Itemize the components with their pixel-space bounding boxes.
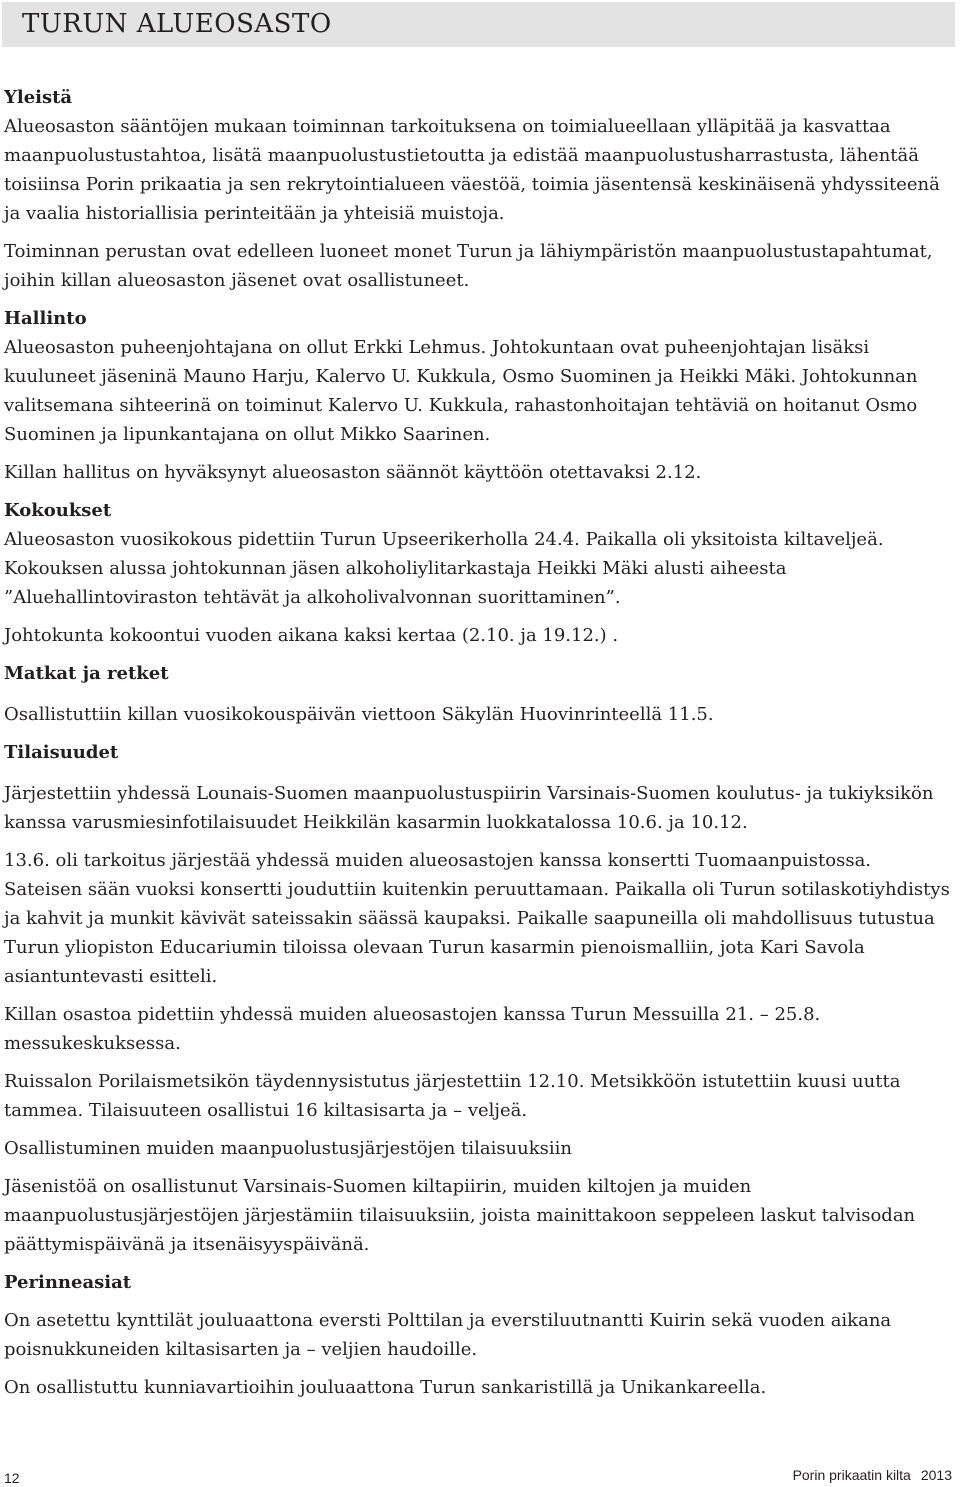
paragraph: Johtokunta kokoontui vuoden aikana kaksi kertaa (2.10. ja 19.12.) . xyxy=(4,625,619,646)
paragraph: Järjestettiin yhdessä Lounais-Suomen maanpuolustuspiirin Varsinais-Suomen koulutus- ja tukiyksikön kanssa varusmiesinfotilaisuudet Heikkilän kasarmin luokkatalossa 10.6. ja 10.12. xyxy=(4,783,934,833)
paragraph: On osallistuttu kunniavartioihin jouluaattona Turun sankaristillä ja Unikankareella. xyxy=(4,1377,767,1398)
paragraph: Alueosaston sääntöjen mukaan toiminnan tarkoituksena on toimialueellaan ylläpitää ja kasvattaa maanpuolustustahtoa, lisätä maanpuolustustietoutta ja edistää maanpuolustusharrastusta, lähentää toisiinsa Porin prikaatia ja sen rekrytointialueen väestöä, toimia jäsentensä keskinäisenä yhdyssiteenä ja vaalia historiallisia perinteitään ja yhteisiä muistoja. xyxy=(4,116,940,224)
paragraph: Ruissalon Porilaismetsikön täydennysistutus järjestettiin 12.10. Metsikköön istutettiin kuusi uutta tammea. Tilaisuuteen osallistui 16 kiltasisarta ja – veljeä. xyxy=(4,1071,901,1121)
paragraph: Alueosaston puheenjohtajana on ollut Erkki Lehmus. Johtokuntaan ovat puheenjohtajan lisäksi kuuluneet jäseninä Mauno Harju, Kalervo U. Kukkula, Osmo Suominen ja Heikki Mäki. Johtokunnan valitsemana sihteerinä on toiminut Kalervo U. Kukkula, rahastonhoitajan tehtäviä on hoitanut Osmo Suominen ja lipunkantajana on ollut Mikko Saarinen. xyxy=(4,337,918,445)
section-heading-hallinto: Hallinto xyxy=(4,308,87,329)
paragraph: Jäsenistöä on osallistunut Varsinais-Suomen kiltapiirin, muiden kiltojen ja muiden maanpuolustusjärjestöjen järjestämiin tilaisuuksiin, joista mainittakoon seppeleen laskut talvisodan päättymispäivänä ja itsenäisyyspäivänä. xyxy=(4,1176,916,1255)
section-heading-yleista: Yleistä xyxy=(4,87,73,108)
publication-footer xyxy=(793,1467,952,1483)
section-heading-matkat: Matkat ja retket xyxy=(4,663,169,684)
paragraph: 13.6. oli tarkoitus järjestää yhdessä muiden alueosastojen kanssa konsertti Tuomaanpuistossa. Sateisen sään vuoksi konsertti jouduttiin kuitenkin peruuttamaan. Paikalla oli Turun sotilaskotiyhdistys ja kahvit ja munkit kävivät sateissakin säässä kaupaksi. Paikalle saapuneilla oli mahdollisuus tutustua Turun yliopiston Educariumin tiloissa olevaan Turun kasarmin pienoismalliin, jota Kari Savola asiantuntevasti esitteli. xyxy=(4,850,950,987)
article-body xyxy=(4,83,951,1402)
publication-year: 2013 xyxy=(920,1467,952,1483)
page-number: 12 xyxy=(4,1470,20,1486)
paragraph: Killan osastoa pidettiin yhdessä muiden alueosastojen kanssa Turun Messuilla 21. – 25.8. messukeskuksessa. xyxy=(4,1004,821,1054)
section-heading-perinneasiat: Perinneasiat xyxy=(4,1272,132,1293)
paragraph: Alueosaston vuosikokous pidettiin Turun Upseerikerholla 24.4. Paikalla oli yksitoista kiltaveljeä. Kokouksen alussa johtokunnan jäsen alkoholiylitarkastaja Heikki Mäki alusti aiheesta ”Aluehallintoviraston tehtävät ja alkoholivalvonnan suorittaminen”. xyxy=(4,529,884,608)
paragraph: Toiminnan perustan ovat edelleen luoneet monet Turun ja lähiympäristön maanpuolustustapahtumat, joihin killan alueosaston jäsenet ovat osallistuneet. xyxy=(4,241,933,291)
publication-name: Porin prikaatin kilta xyxy=(792,1467,911,1483)
section-heading-tilaisuudet: Tilaisuudet xyxy=(4,742,119,763)
paragraph: On asetettu kynttilät jouluaattona eversti Polttilan ja everstiluutnantti Kuirin sekä vuoden aikana poisnukkuneiden kiltasisarten ja – veljien haudoille. xyxy=(4,1310,892,1360)
title-bar xyxy=(2,2,955,47)
paragraph: Killan hallitus on hyväksynyt alueosaston säännöt käyttöön otettavaksi 2.12. xyxy=(4,462,702,483)
section-heading-kokoukset: Kokoukset xyxy=(4,500,112,521)
page-title: TURUN ALUEOSASTO xyxy=(22,9,332,39)
paragraph: Osallistuttiin killan vuosikokouspäivän viettoon Säkylän Huovinrinteellä 11.5. xyxy=(4,704,714,725)
subheading-osallistuminen: Osallistuminen muiden maanpuolustusjärjestöjen tilaisuuksiin xyxy=(4,1138,572,1159)
